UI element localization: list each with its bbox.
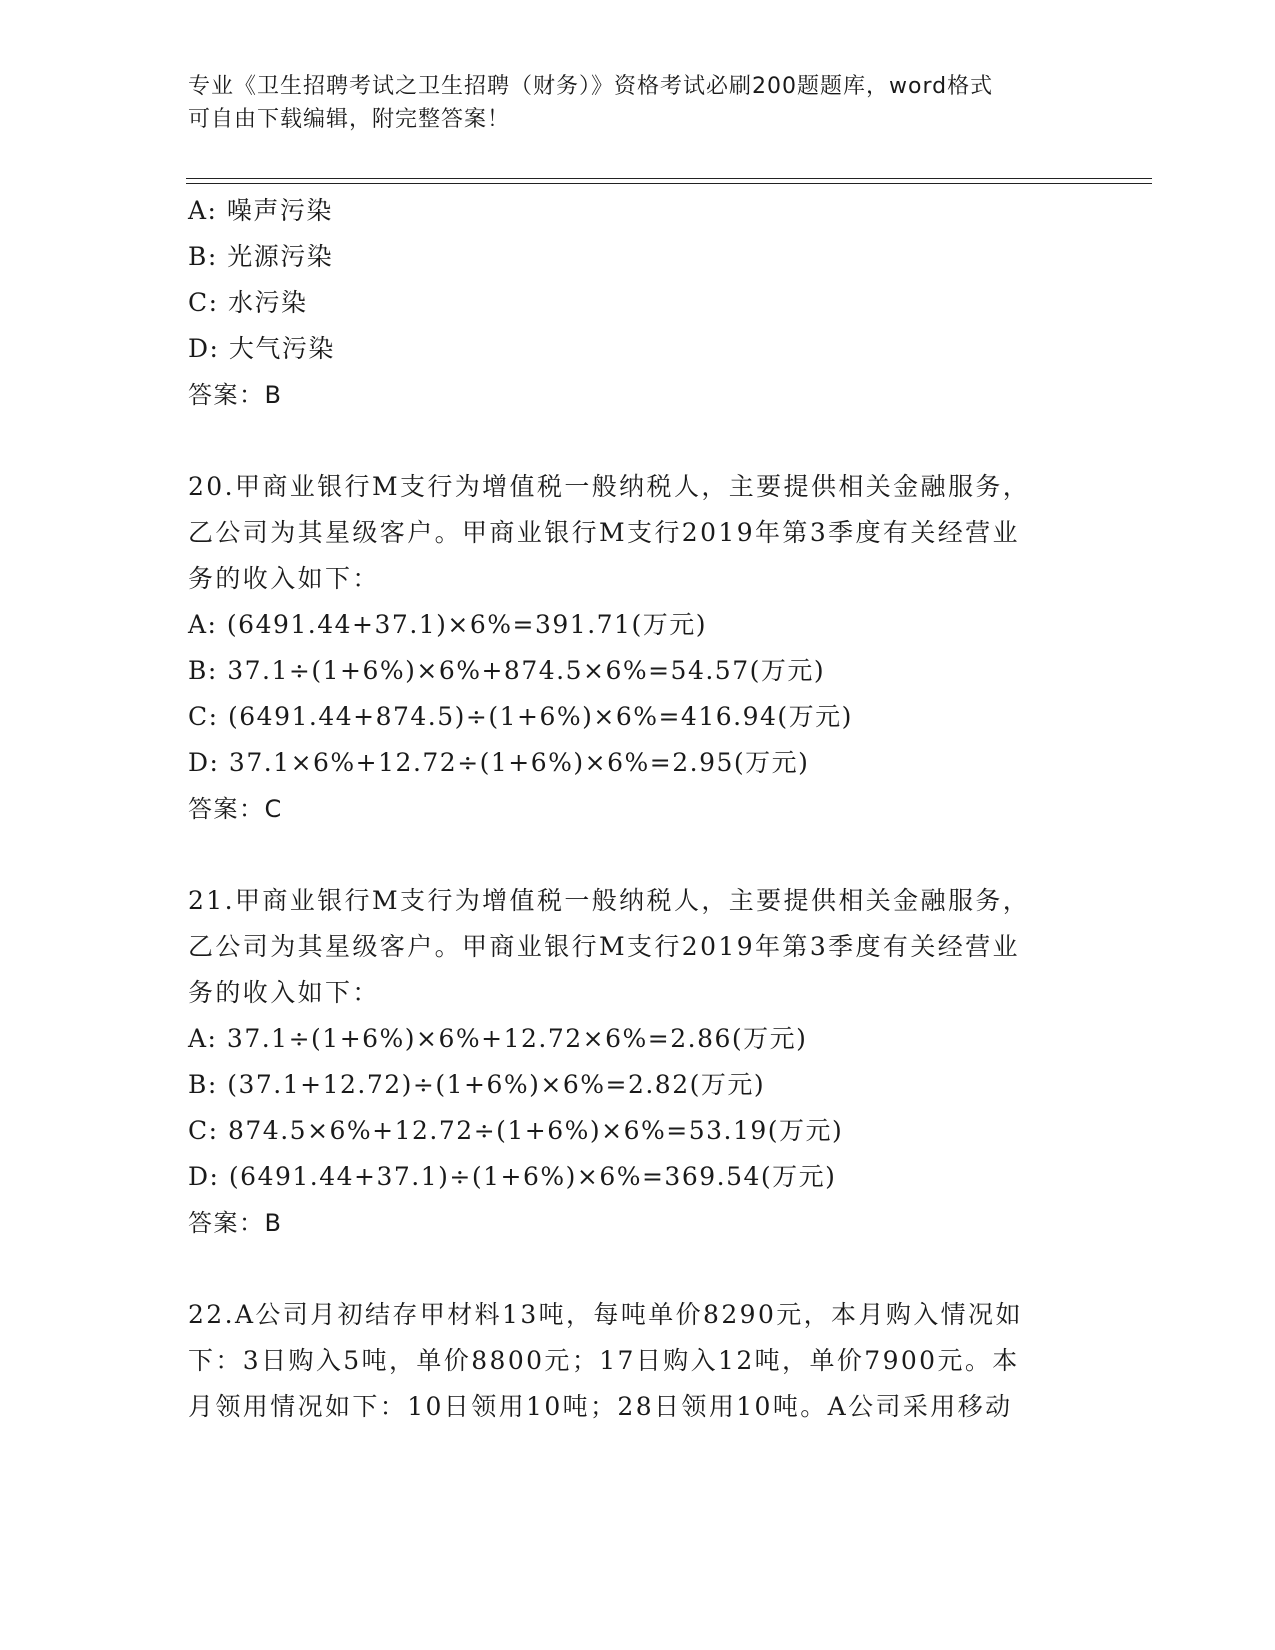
question-stem-line: 务的收入如下： [188,978,380,1007]
option-b: B: 光源污染 [188,242,334,271]
option-c: C: 874.5×6%+12.72÷(1+6%)×6%=53.19(万元) [188,1116,844,1145]
question-stem-line: 月领用情况如下：10日领用10吨；28日领用10吨。A公司采用移动 [188,1392,1013,1421]
option-d: D: (6491.44+37.1)÷(1+6%)×6%=369.54(万元) [188,1162,837,1191]
question-stem-line: 20.甲商业银行M支行为增值税一般纳税人，主要提供相关金融服务， [188,472,1031,501]
spacer [188,832,1088,878]
question-20 [188,464,1088,602]
option-a: A: (6491.44+37.1)×6%=391.71(万元) [188,610,707,639]
question-21-options [188,1016,1088,1246]
document-header [188,70,1088,136]
header-divider-bottom [186,183,1152,184]
option-b: B: 37.1÷(1+6%)×6%+874.5×6%=54.57(万元) [188,656,826,685]
answer-line: 答案：C [188,795,283,823]
option-a: A: 37.1÷(1+6%)×6%+12.72×6%=2.86(万元) [188,1024,808,1053]
question-stem-line: 务的收入如下： [188,564,380,593]
header-line-2: 可自由下载编辑，附完整答案！ [188,107,511,132]
answer-line: 答案：B [188,1209,283,1237]
answer-line: 答案：B [188,381,283,409]
question-stem-line: 乙公司为其星级客户。甲商业银行M支行2019年第3季度有关经营业 [188,518,1020,547]
spacer [188,418,1088,464]
question-stem-line: 22.A公司月初结存甲材料13吨，每吨单价8290元，本月购入情况如 [188,1300,1023,1329]
option-d: D: 大气污染 [188,334,335,363]
document-body [188,188,1088,1430]
option-c: C: 水污染 [188,288,308,317]
question-stem-line: 乙公司为其星级客户。甲商业银行M支行2019年第3季度有关经营业 [188,932,1020,961]
option-b: B: (37.1+12.72)÷(1+6%)×6%=2.82(万元) [188,1070,766,1099]
question-20-options [188,602,1088,832]
question-stem-line: 下：3日购入5吨，单价8800元；17日购入12吨，单价7900元。本 [188,1346,1020,1375]
header-divider-top [186,178,1152,179]
header-line-1: 专业《卫生招聘考试之卫生招聘（财务）》资格考试必刷200题题库，word格式 [188,74,994,99]
question-21 [188,878,1088,1016]
question-22 [188,1292,1088,1430]
question-stem-line: 21.甲商业银行M支行为增值税一般纳税人，主要提供相关金融服务， [188,886,1031,915]
question-19-block [188,188,1088,418]
option-d: D: 37.1×6%+12.72÷(1+6%)×6%=2.95(万元) [188,748,810,777]
option-a: A: 噪声污染 [188,196,333,225]
spacer [188,1246,1088,1292]
option-c: C: (6491.44+874.5)÷(1+6%)×6%=416.94(万元) [188,702,853,731]
